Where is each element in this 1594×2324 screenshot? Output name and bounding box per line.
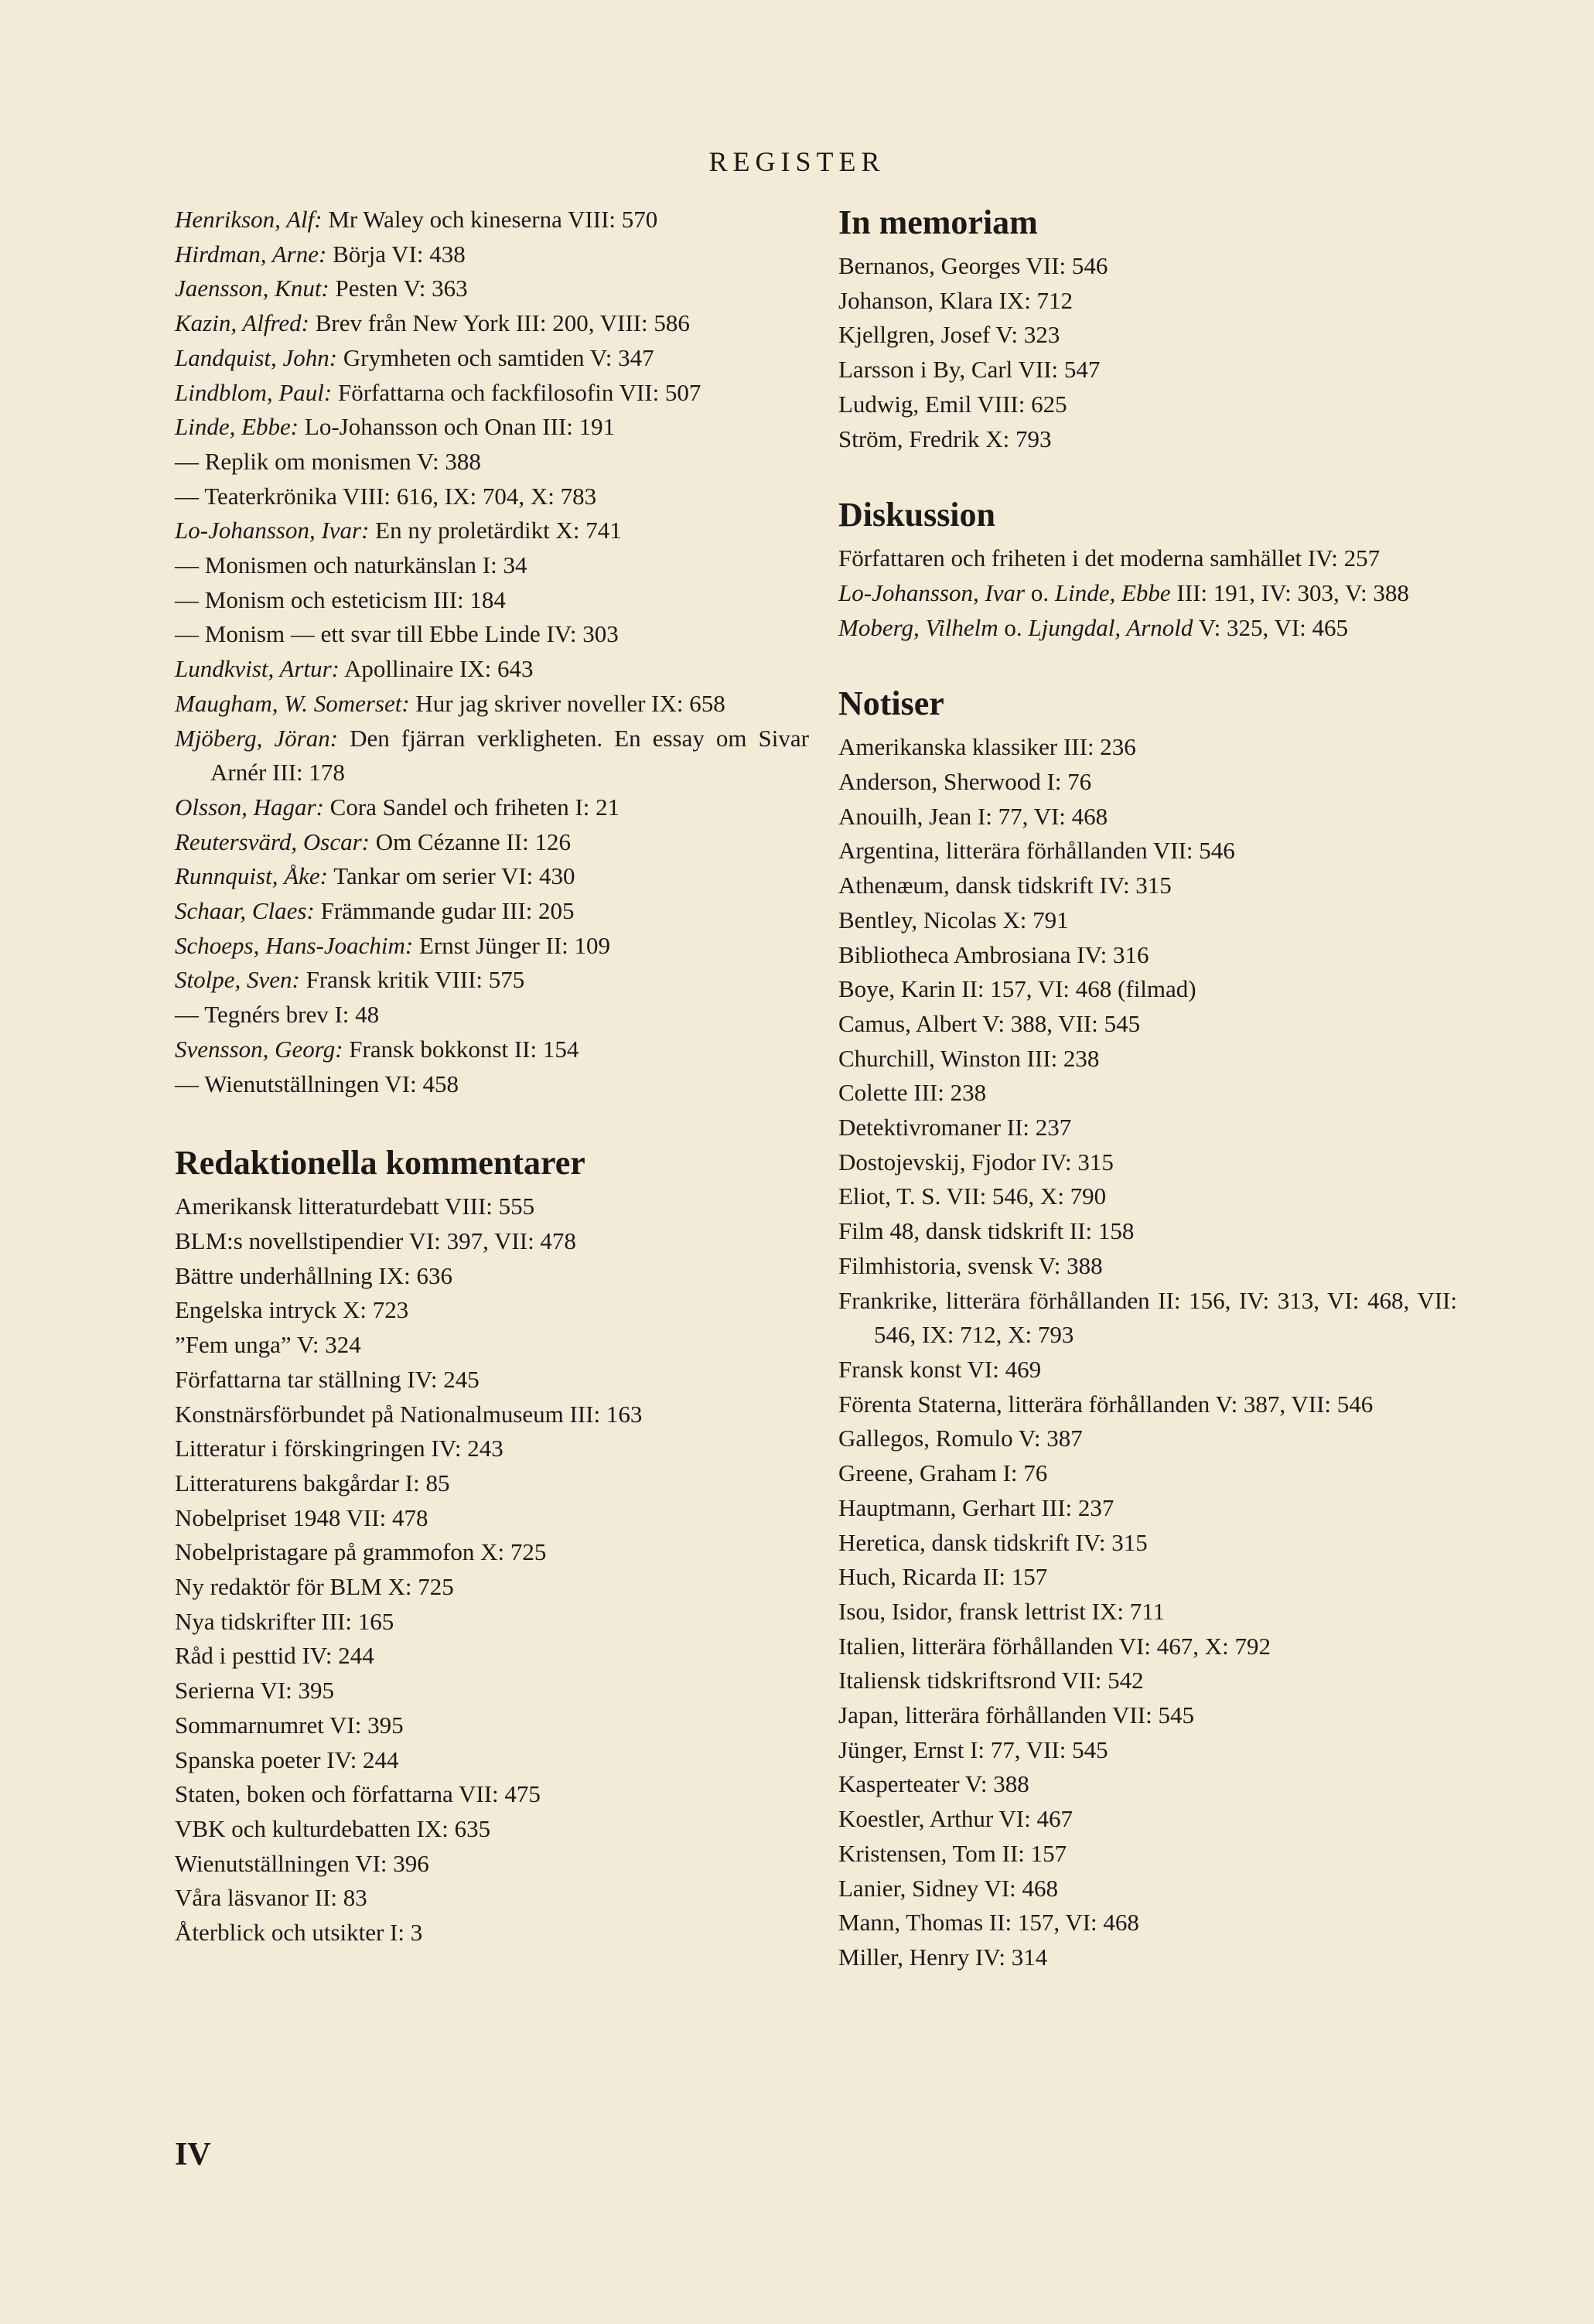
entry-text: — Replik om monismen V: 388 [175, 447, 481, 475]
notiser-item: Amerikanska klassiker III: 236 [838, 733, 1136, 761]
section-title-notiser: Notiser [838, 684, 944, 723]
in-memoriam-list [838, 249, 1457, 456]
entry-text: Om Cézanne II: 126 [369, 828, 571, 855]
notiser-item: Eliot, T. S. VII: 546, X: 790 [838, 1182, 1107, 1210]
entry-author: Lo-Johansson, Ivar [838, 578, 1026, 606]
notiser-item: Bibliotheca Ambrosiana IV: 316 [838, 940, 1149, 968]
index-entry [175, 963, 809, 998]
redaktionella-item: Litteraturens bakgårdar I: 85 [175, 1469, 450, 1496]
index-entry [175, 825, 809, 860]
entry-text: — Teaterkrönika VIII: 616, IX: 704, X: 783 [175, 482, 597, 510]
index-entry [175, 687, 809, 722]
redaktionella-item: Våra läsvanor II: 83 [175, 1884, 367, 1912]
index-entry [175, 306, 809, 341]
redaktionella-item: Spanska poeter IV: 244 [175, 1746, 399, 1773]
index-entry [175, 894, 809, 929]
entry-text: Börja VI: 438 [326, 240, 466, 268]
notiser-item: Frankrike, litterära förhållanden II: 156, IV: 313, VI: 468, VII: 546, IX: 712, X: 793 [838, 1286, 1457, 1349]
index-entry [175, 583, 809, 618]
index-entry [175, 237, 809, 272]
notiser-item: Dostojevskij, Fjodor IV: 315 [838, 1148, 1114, 1176]
notiser-item: Camus, Albert V: 388, VII: 545 [838, 1009, 1141, 1037]
right-column [838, 203, 1457, 1975]
diskussion-item: Författaren och friheten i det moderna samhället IV: 257 [838, 544, 1381, 572]
index-entry [175, 652, 809, 687]
notiser-item: Japan, litterära förhållanden VII: 545 [838, 1701, 1194, 1729]
notiser-item: Kasperteater V: 388 [838, 1770, 1029, 1798]
entry-author: Stolpe, Sven: [175, 966, 300, 994]
index-entry [175, 341, 809, 376]
index-entry [175, 1032, 809, 1067]
redaktionella-item: Bättre underhållning IX: 636 [175, 1261, 452, 1289]
entry-author: Schoeps, Hans-Joachim: [175, 931, 414, 959]
entry-author: Maugham, W. Somerset: [175, 689, 410, 717]
entry-text: Lo-Johansson och Onan III: 191 [299, 413, 616, 441]
entry-text: Ernst Jünger II: 109 [413, 931, 611, 959]
entry-author: Runnquist, Åke: [175, 862, 329, 890]
index-entry [175, 617, 809, 652]
entry-text: Tankar om serier VI: 430 [328, 862, 575, 890]
notiser-item: Fransk konst VI: 469 [838, 1355, 1042, 1383]
in-memoriam-item: Larsson i By, Carl VII: 547 [838, 356, 1101, 384]
entry-text: III: 191, IV: 303, V: 388 [1170, 578, 1409, 606]
entry-text: Pesten V: 363 [329, 275, 468, 302]
diskussion-item [838, 611, 1457, 646]
entry-author: Henrikson, Alf: [175, 206, 323, 233]
entry-text: — Monism — ett svar till Ebbe Linde IV: 303 [175, 620, 619, 648]
notiser-item: Jünger, Ernst I: 77, VII: 545 [838, 1735, 1108, 1763]
redaktionella-item: Sommarnumret VI: 395 [175, 1711, 404, 1739]
redaktionella-item: Ny redaktör för BLM X: 725 [175, 1573, 454, 1601]
entry-text: Grymheten och samtiden V: 347 [337, 343, 654, 371]
entry-author: Lo-Johansson, Ivar: [175, 517, 370, 544]
entry-author: Ljungdal, Arnold [1028, 613, 1193, 641]
entry-author: Moberg, Vilhelm [838, 613, 998, 641]
entry-text: Författarna och fackfilosofin VII: 507 [332, 378, 701, 406]
index-entry [175, 410, 809, 445]
left-column [175, 203, 809, 1950]
notiser-item: Isou, Isidor, fransk lettrist IX: 711 [838, 1597, 1166, 1625]
notiser-item: Film 48, dansk tidskrift II: 158 [838, 1217, 1135, 1245]
in-memoriam-item: Bernanos, Georges VII: 546 [838, 252, 1108, 279]
entry-author: Lundkvist, Artur: [175, 655, 340, 683]
index-entry [175, 479, 809, 514]
index-entry [175, 445, 809, 479]
redaktionella-item: Nya tidskrifter III: 165 [175, 1607, 394, 1635]
entry-text: — Wienutställningen VI: 458 [175, 1070, 459, 1097]
notiser-item: Greene, Graham I: 76 [838, 1459, 1048, 1487]
section-title-redaktionella: Redaktionella kommentarer [175, 1144, 585, 1182]
notiser-item: Förenta Staterna, litterära förhållanden V: 387, VII: 546 [838, 1390, 1374, 1418]
notiser-list [838, 730, 1457, 1974]
diskussion-list [838, 541, 1457, 645]
notiser-item: Anouilh, Jean I: 77, VI: 468 [838, 802, 1108, 830]
index-entry [175, 548, 809, 583]
author-entries [175, 203, 809, 1101]
redaktionella-item: BLM:s novellstipendier VI: 397, VII: 478 [175, 1227, 576, 1254]
entry-text: Mr Waley och kineserna VIII: 570 [322, 206, 658, 233]
index-entry [175, 376, 809, 411]
page-number: IV [175, 2137, 211, 2172]
entry-author: Mjöberg, Jöran: [175, 724, 339, 752]
index-entry [175, 203, 809, 237]
redaktionella-item: Amerikansk litteraturdebatt VIII: 555 [175, 1193, 535, 1220]
notiser-item: Athenæum, dansk tidskrift IV: 315 [838, 872, 1172, 899]
entry-author: Schaar, Claes: [175, 897, 315, 925]
notiser-item: Anderson, Sherwood I: 76 [838, 768, 1092, 796]
entry-text: Cora Sandel och friheten I: 21 [323, 793, 620, 821]
notiser-item: Churchill, Winston III: 238 [838, 1044, 1100, 1072]
notiser-item: Argentina, litterära förhållanden VII: 546 [838, 837, 1235, 865]
notiser-item: Hauptmann, Gerhart III: 237 [838, 1493, 1114, 1521]
entry-author: Linde, Ebbe [1054, 578, 1171, 606]
redaktionella-item: Wienutställningen VI: 396 [175, 1849, 429, 1877]
redaktionella-item: ”Fem unga” V: 324 [175, 1331, 361, 1359]
redaktionella-item: Serierna VI: 395 [175, 1677, 335, 1705]
entry-text: — Monism och esteticism III: 184 [175, 585, 506, 613]
notiser-item: Detektivromaner II: 237 [838, 1114, 1072, 1142]
index-entry [175, 790, 809, 825]
redaktionella-item: Konstnärsförbundet på Nationalmuseum III: 163 [175, 1400, 643, 1428]
entry-author: Olsson, Hagar: [175, 793, 324, 821]
notiser-item: Gallegos, Romulo V: 387 [838, 1425, 1083, 1452]
index-entry [175, 859, 809, 894]
section-title-in-memoriam: In memoriam [838, 203, 1038, 241]
in-memoriam-item: Kjellgren, Josef V: 323 [838, 321, 1060, 349]
redaktionella-item: Författarna tar ställning IV: 245 [175, 1365, 480, 1393]
entry-text: V: 325, VI: 465 [1193, 613, 1349, 641]
index-entry [175, 514, 809, 548]
entry-text: En ny proletärdikt X: 741 [369, 517, 622, 544]
notiser-item: Boye, Karin II: 157, VI: 468 (filmad) [838, 975, 1196, 1003]
notiser-item: Lanier, Sidney VI: 468 [838, 1874, 1059, 1902]
redaktionella-list [175, 1189, 809, 1950]
entry-author: Jaensson, Knut: [175, 275, 329, 302]
entry-text: o. [998, 613, 1029, 641]
in-memoriam-item: Johanson, Klara IX: 712 [838, 286, 1073, 314]
in-memoriam-item: Ludwig, Emil VIII: 625 [838, 390, 1067, 418]
notiser-item: Bentley, Nicolas X: 791 [838, 906, 1069, 933]
index-entry [175, 998, 809, 1032]
section-title-diskussion: Diskussion [838, 496, 996, 534]
redaktionella-item: Staten, boken och författarna VII: 475 [175, 1780, 541, 1808]
entry-text: Främmande gudar III: 205 [314, 897, 575, 925]
index-entry [175, 722, 809, 790]
entry-text: Apollinaire IX: 643 [340, 655, 534, 683]
index-entry [175, 929, 809, 964]
page-header: REGISTER [708, 146, 886, 177]
entry-text: Den fjärran verkligheten. En essay om Sivar Arnér III: 178 [210, 724, 809, 787]
entry-author: Svensson, Georg: [175, 1035, 343, 1063]
notiser-item: Italiensk tidskriftsrond VII: 542 [838, 1667, 1144, 1694]
notiser-item: Huch, Ricarda II: 157 [838, 1563, 1048, 1591]
entry-author: Linde, Ebbe: [175, 413, 299, 441]
entry-text: Fransk kritik VIII: 575 [299, 966, 525, 994]
in-memoriam-item: Ström, Fredrik X: 793 [838, 425, 1052, 452]
redaktionella-item: Litteratur i förskingringen IV: 243 [175, 1435, 503, 1462]
redaktionella-item: VBK och kulturdebatten IX: 635 [175, 1814, 491, 1842]
notiser-item: Heretica, dansk tidskrift IV: 315 [838, 1528, 1148, 1556]
entry-author: Reutersvärd, Oscar: [175, 828, 370, 855]
entry-text: o. [1025, 578, 1055, 606]
notiser-item: Kristensen, Tom II: 157 [838, 1839, 1067, 1867]
index-entry [175, 271, 809, 306]
redaktionella-item: Nobelpriset 1948 VII: 478 [175, 1503, 428, 1531]
redaktionella-item: Engelska intryck X: 723 [175, 1296, 409, 1324]
notiser-item: Mann, Thomas II: 157, VI: 468 [838, 1909, 1139, 1937]
redaktionella-item: Råd i pesttid IV: 244 [175, 1642, 374, 1670]
entry-text: Fransk bokkonst II: 154 [343, 1035, 579, 1063]
entry-text: Hur jag skriver noveller IX: 658 [409, 689, 725, 717]
entry-author: Hirdman, Arne: [175, 240, 327, 268]
entry-author: Landquist, John: [175, 343, 338, 371]
notiser-item: Italien, litterära förhållanden VI: 467, X: 792 [838, 1632, 1271, 1660]
entry-author: Lindblom, Paul: [175, 378, 333, 406]
notiser-item: Miller, Henry IV: 314 [838, 1943, 1048, 1971]
redaktionella-item: Återblick och utsikter I: 3 [175, 1919, 423, 1947]
diskussion-item [838, 576, 1457, 611]
notiser-item: Colette III: 238 [838, 1079, 987, 1107]
index-entry [175, 1067, 809, 1102]
entry-text: — Tegnérs brev I: 48 [175, 1001, 380, 1029]
entry-text: Brev från New York III: 200, VIII: 586 [309, 309, 690, 337]
entry-text: — Monismen och naturkänslan I: 34 [175, 551, 527, 579]
redaktionella-item: Nobelpristagare på grammofon X: 725 [175, 1538, 547, 1566]
notiser-item: Koestler, Arthur VI: 467 [838, 1805, 1073, 1833]
notiser-item: Filmhistoria, svensk V: 388 [838, 1251, 1103, 1279]
entry-author: Kazin, Alfred: [175, 309, 309, 337]
